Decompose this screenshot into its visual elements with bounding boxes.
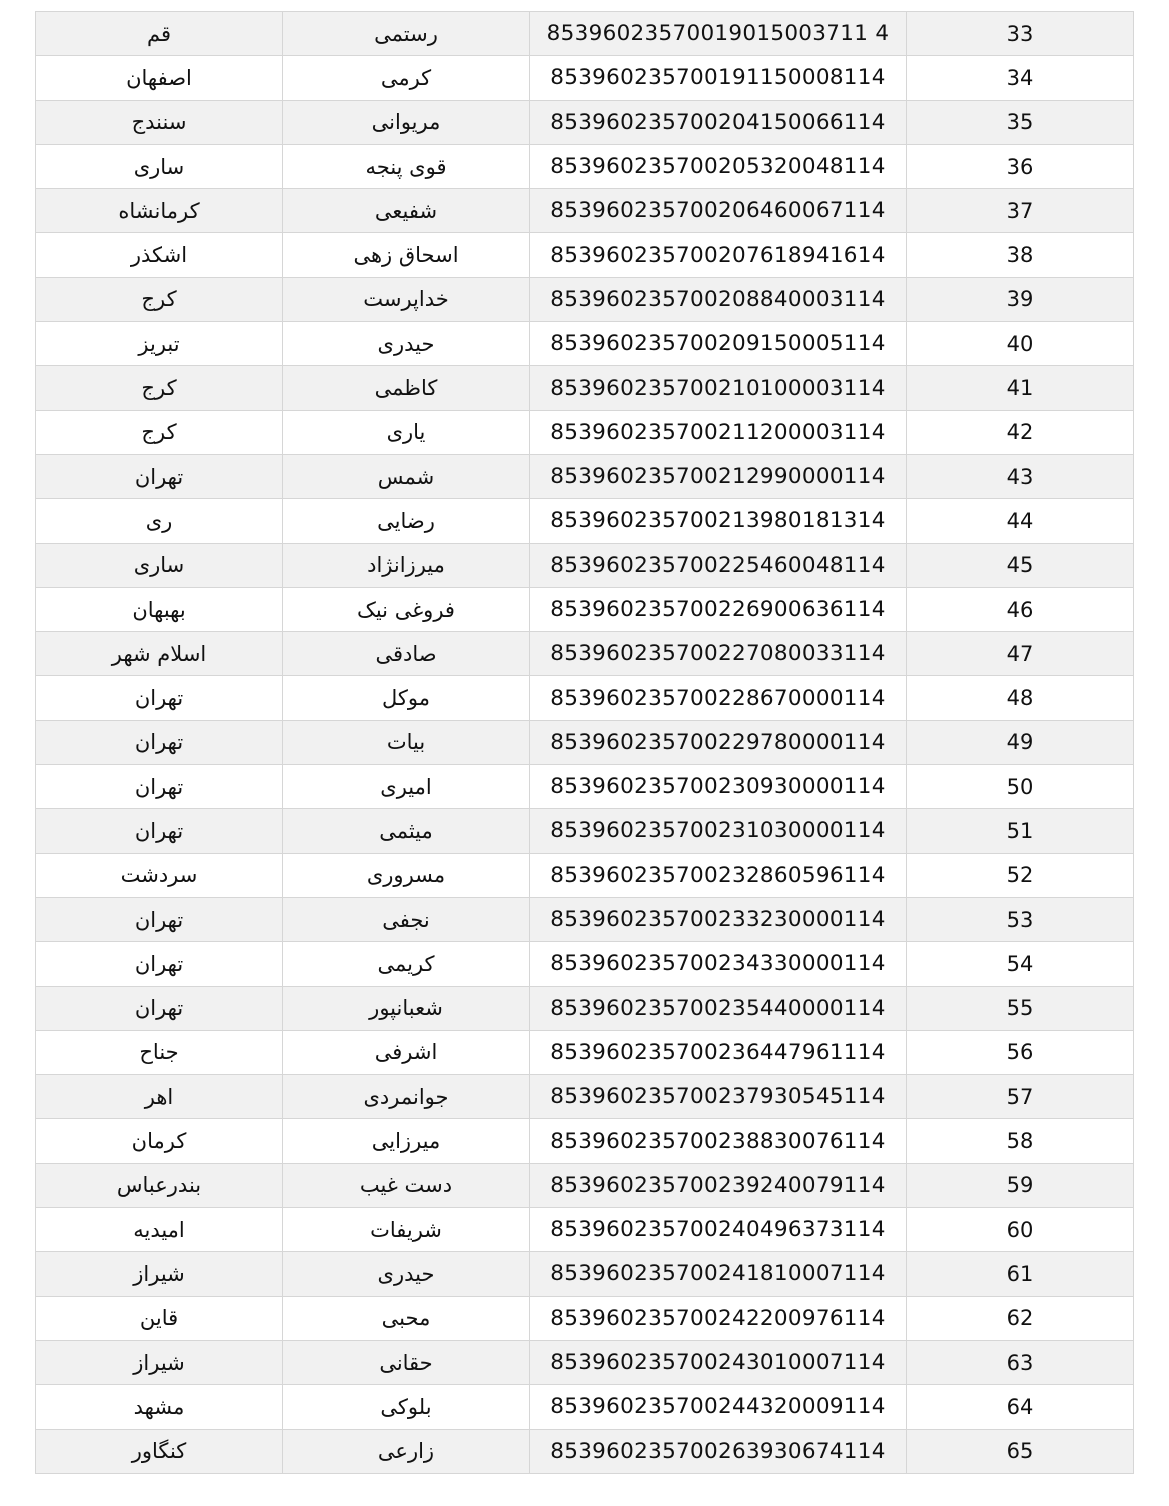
table-row (36, 1119, 1134, 1163)
table-row (36, 1075, 1134, 1119)
name-cell: صادقی (283, 632, 530, 676)
row-index-cell: 41 (907, 366, 1134, 410)
name-cell: حیدری (283, 1252, 530, 1296)
code-cell: 853960235700244320009114 (530, 1385, 907, 1429)
table-row (36, 1252, 1134, 1296)
city-cell: سردشت (36, 853, 283, 897)
table-row (36, 144, 1134, 188)
table-row (36, 1385, 1134, 1429)
name-cell: موکل (283, 676, 530, 720)
name-cell: مسروری (283, 853, 530, 897)
table-row (36, 366, 1134, 410)
name-cell: محبی (283, 1296, 530, 1340)
table-row (36, 499, 1134, 543)
name-cell: بیات (283, 720, 530, 764)
table-row (36, 587, 1134, 631)
row-index-cell: 44 (907, 499, 1134, 543)
city-cell: تهران (36, 720, 283, 764)
code-cell: 853960235700236447961114 (530, 1030, 907, 1074)
code-cell: 853960235700239240079114 (530, 1163, 907, 1207)
code-cell: 853960235700210100003114 (530, 366, 907, 410)
name-cell: مریوانی (283, 100, 530, 144)
row-index-cell: 49 (907, 720, 1134, 764)
table-row (36, 1163, 1134, 1207)
city-cell: تهران (36, 454, 283, 498)
name-cell: کاظمی (283, 366, 530, 410)
name-cell: یاری (283, 410, 530, 454)
city-cell: امیدیه (36, 1208, 283, 1252)
city-cell: سنندج (36, 100, 283, 144)
table-row (36, 233, 1134, 277)
city-cell: اصفهان (36, 56, 283, 100)
city-cell: قاین (36, 1296, 283, 1340)
row-index-cell: 59 (907, 1163, 1134, 1207)
code-cell: 853960235700240496373114 (530, 1208, 907, 1252)
records-table (35, 11, 1134, 1474)
table-row (36, 1340, 1134, 1384)
city-cell: کرج (36, 410, 283, 454)
name-cell: رستمی (283, 12, 530, 56)
code-cell: 853960235700191150008114 (530, 56, 907, 100)
table-row (36, 100, 1134, 144)
row-index-cell: 63 (907, 1340, 1134, 1384)
table-row (36, 56, 1134, 100)
code-cell: 853960235700237930545114 (530, 1075, 907, 1119)
name-cell: جوانمردی (283, 1075, 530, 1119)
row-index-cell: 37 (907, 189, 1134, 233)
name-cell: میرزانژاد (283, 543, 530, 587)
row-index-cell: 48 (907, 676, 1134, 720)
name-cell: نجفی (283, 897, 530, 941)
table-row (36, 986, 1134, 1030)
row-index-cell: 60 (907, 1208, 1134, 1252)
row-index-cell: 34 (907, 56, 1134, 100)
city-cell: ری (36, 499, 283, 543)
code-cell: 853960235700208840003114 (530, 277, 907, 321)
table-row (36, 543, 1134, 587)
city-cell: تهران (36, 897, 283, 941)
row-index-cell: 53 (907, 897, 1134, 941)
city-cell: کرمانشاه (36, 189, 283, 233)
code-cell: 853960235700205320048114 (530, 144, 907, 188)
table-row (36, 277, 1134, 321)
records-table-body (36, 12, 1134, 1474)
city-cell: مشهد (36, 1385, 283, 1429)
name-cell: زارعی (283, 1429, 530, 1473)
row-index-cell: 35 (907, 100, 1134, 144)
code-cell: 853960235700209150005114 (530, 322, 907, 366)
code-cell: 853960235700228670000114 (530, 676, 907, 720)
table-row (36, 942, 1134, 986)
row-index-cell: 40 (907, 322, 1134, 366)
row-index-cell: 33 (907, 12, 1134, 56)
city-cell: ساری (36, 543, 283, 587)
row-index-cell: 65 (907, 1429, 1134, 1473)
city-cell: کرج (36, 366, 283, 410)
row-index-cell: 64 (907, 1385, 1134, 1429)
code-cell: 853960235700263930674114 (530, 1429, 907, 1473)
city-cell: شیراز (36, 1340, 283, 1384)
table-row (36, 1296, 1134, 1340)
row-index-cell: 36 (907, 144, 1134, 188)
code-cell: 853960235700225460048114 (530, 543, 907, 587)
code-cell: 853960235700213980181314 (530, 499, 907, 543)
code-cell: 853960235700207618941614 (530, 233, 907, 277)
table-row (36, 853, 1134, 897)
code-cell: 853960235700227080033114 (530, 632, 907, 676)
table-row (36, 720, 1134, 764)
table-row (36, 322, 1134, 366)
code-cell: 853960235700231030000114 (530, 809, 907, 853)
code-cell: 853960235700212990000114 (530, 454, 907, 498)
table-row (36, 809, 1134, 853)
code-cell: 853960235700226900636114 (530, 587, 907, 631)
row-index-cell: 46 (907, 587, 1134, 631)
city-cell: اهر (36, 1075, 283, 1119)
code-cell: 853960235700229780000114 (530, 720, 907, 764)
table-row (36, 1429, 1134, 1473)
code-cell: 853960235700233230000114 (530, 897, 907, 941)
city-cell: ساری (36, 144, 283, 188)
row-index-cell: 47 (907, 632, 1134, 676)
code-cell: 853960235700230930000114 (530, 765, 907, 809)
name-cell: بلوکی (283, 1385, 530, 1429)
table-row (36, 1208, 1134, 1252)
name-cell: امیری (283, 765, 530, 809)
code-cell: 853960235700235440000114 (530, 986, 907, 1030)
row-index-cell: 38 (907, 233, 1134, 277)
name-cell: حقانی (283, 1340, 530, 1384)
table-row (36, 410, 1134, 454)
row-index-cell: 50 (907, 765, 1134, 809)
city-cell: تهران (36, 942, 283, 986)
name-cell: کریمی (283, 942, 530, 986)
table-row (36, 632, 1134, 676)
name-cell: حیدری (283, 322, 530, 366)
row-index-cell: 52 (907, 853, 1134, 897)
row-index-cell: 42 (907, 410, 1134, 454)
city-cell: اسلام شهر (36, 632, 283, 676)
row-index-cell: 51 (907, 809, 1134, 853)
name-cell: اشرفی (283, 1030, 530, 1074)
code-cell: 853960235700204150066114 (530, 100, 907, 144)
city-cell: جناح (36, 1030, 283, 1074)
name-cell: شریفات (283, 1208, 530, 1252)
name-cell: فروغی نیک (283, 587, 530, 631)
row-index-cell: 45 (907, 543, 1134, 587)
code-cell: 853960235700211200003114 (530, 410, 907, 454)
table-row (36, 676, 1134, 720)
row-index-cell: 61 (907, 1252, 1134, 1296)
name-cell: دست غیب (283, 1163, 530, 1207)
city-cell: کنگاور (36, 1429, 283, 1473)
city-cell: تهران (36, 676, 283, 720)
city-cell: شیراز (36, 1252, 283, 1296)
table-row (36, 454, 1134, 498)
row-index-cell: 54 (907, 942, 1134, 986)
row-index-cell: 39 (907, 277, 1134, 321)
name-cell: شعبانپور (283, 986, 530, 1030)
code-cell: 853960235700242200976114 (530, 1296, 907, 1340)
row-index-cell: 55 (907, 986, 1134, 1030)
name-cell: میرزایی (283, 1119, 530, 1163)
row-index-cell: 58 (907, 1119, 1134, 1163)
name-cell: کرمی (283, 56, 530, 100)
city-cell: تهران (36, 765, 283, 809)
name-cell: شمس (283, 454, 530, 498)
name-cell: میثمی (283, 809, 530, 853)
code-cell: 85396023570019015003711 4 (530, 12, 907, 56)
table-row (36, 189, 1134, 233)
row-index-cell: 62 (907, 1296, 1134, 1340)
name-cell: اسحاق زهی (283, 233, 530, 277)
table-row (36, 897, 1134, 941)
city-cell: کرمان (36, 1119, 283, 1163)
city-cell: قم (36, 12, 283, 56)
code-cell: 853960235700243010007114 (530, 1340, 907, 1384)
code-cell: 853960235700232860596114 (530, 853, 907, 897)
code-cell: 853960235700238830076114 (530, 1119, 907, 1163)
city-cell: بندرعباس (36, 1163, 283, 1207)
code-cell: 853960235700206460067114 (530, 189, 907, 233)
table-row (36, 765, 1134, 809)
table-row (36, 1030, 1134, 1074)
code-cell: 853960235700234330000114 (530, 942, 907, 986)
row-index-cell: 43 (907, 454, 1134, 498)
row-index-cell: 56 (907, 1030, 1134, 1074)
name-cell: قوی پنجه (283, 144, 530, 188)
city-cell: تهران (36, 809, 283, 853)
name-cell: شفیعی (283, 189, 530, 233)
name-cell: رضایی (283, 499, 530, 543)
code-cell: 853960235700241810007114 (530, 1252, 907, 1296)
name-cell: خداپرست (283, 277, 530, 321)
city-cell: بهبهان (36, 587, 283, 631)
city-cell: تهران (36, 986, 283, 1030)
city-cell: کرج (36, 277, 283, 321)
city-cell: تبریز (36, 322, 283, 366)
city-cell: اشکذر (36, 233, 283, 277)
row-index-cell: 57 (907, 1075, 1134, 1119)
table-row (36, 12, 1134, 56)
